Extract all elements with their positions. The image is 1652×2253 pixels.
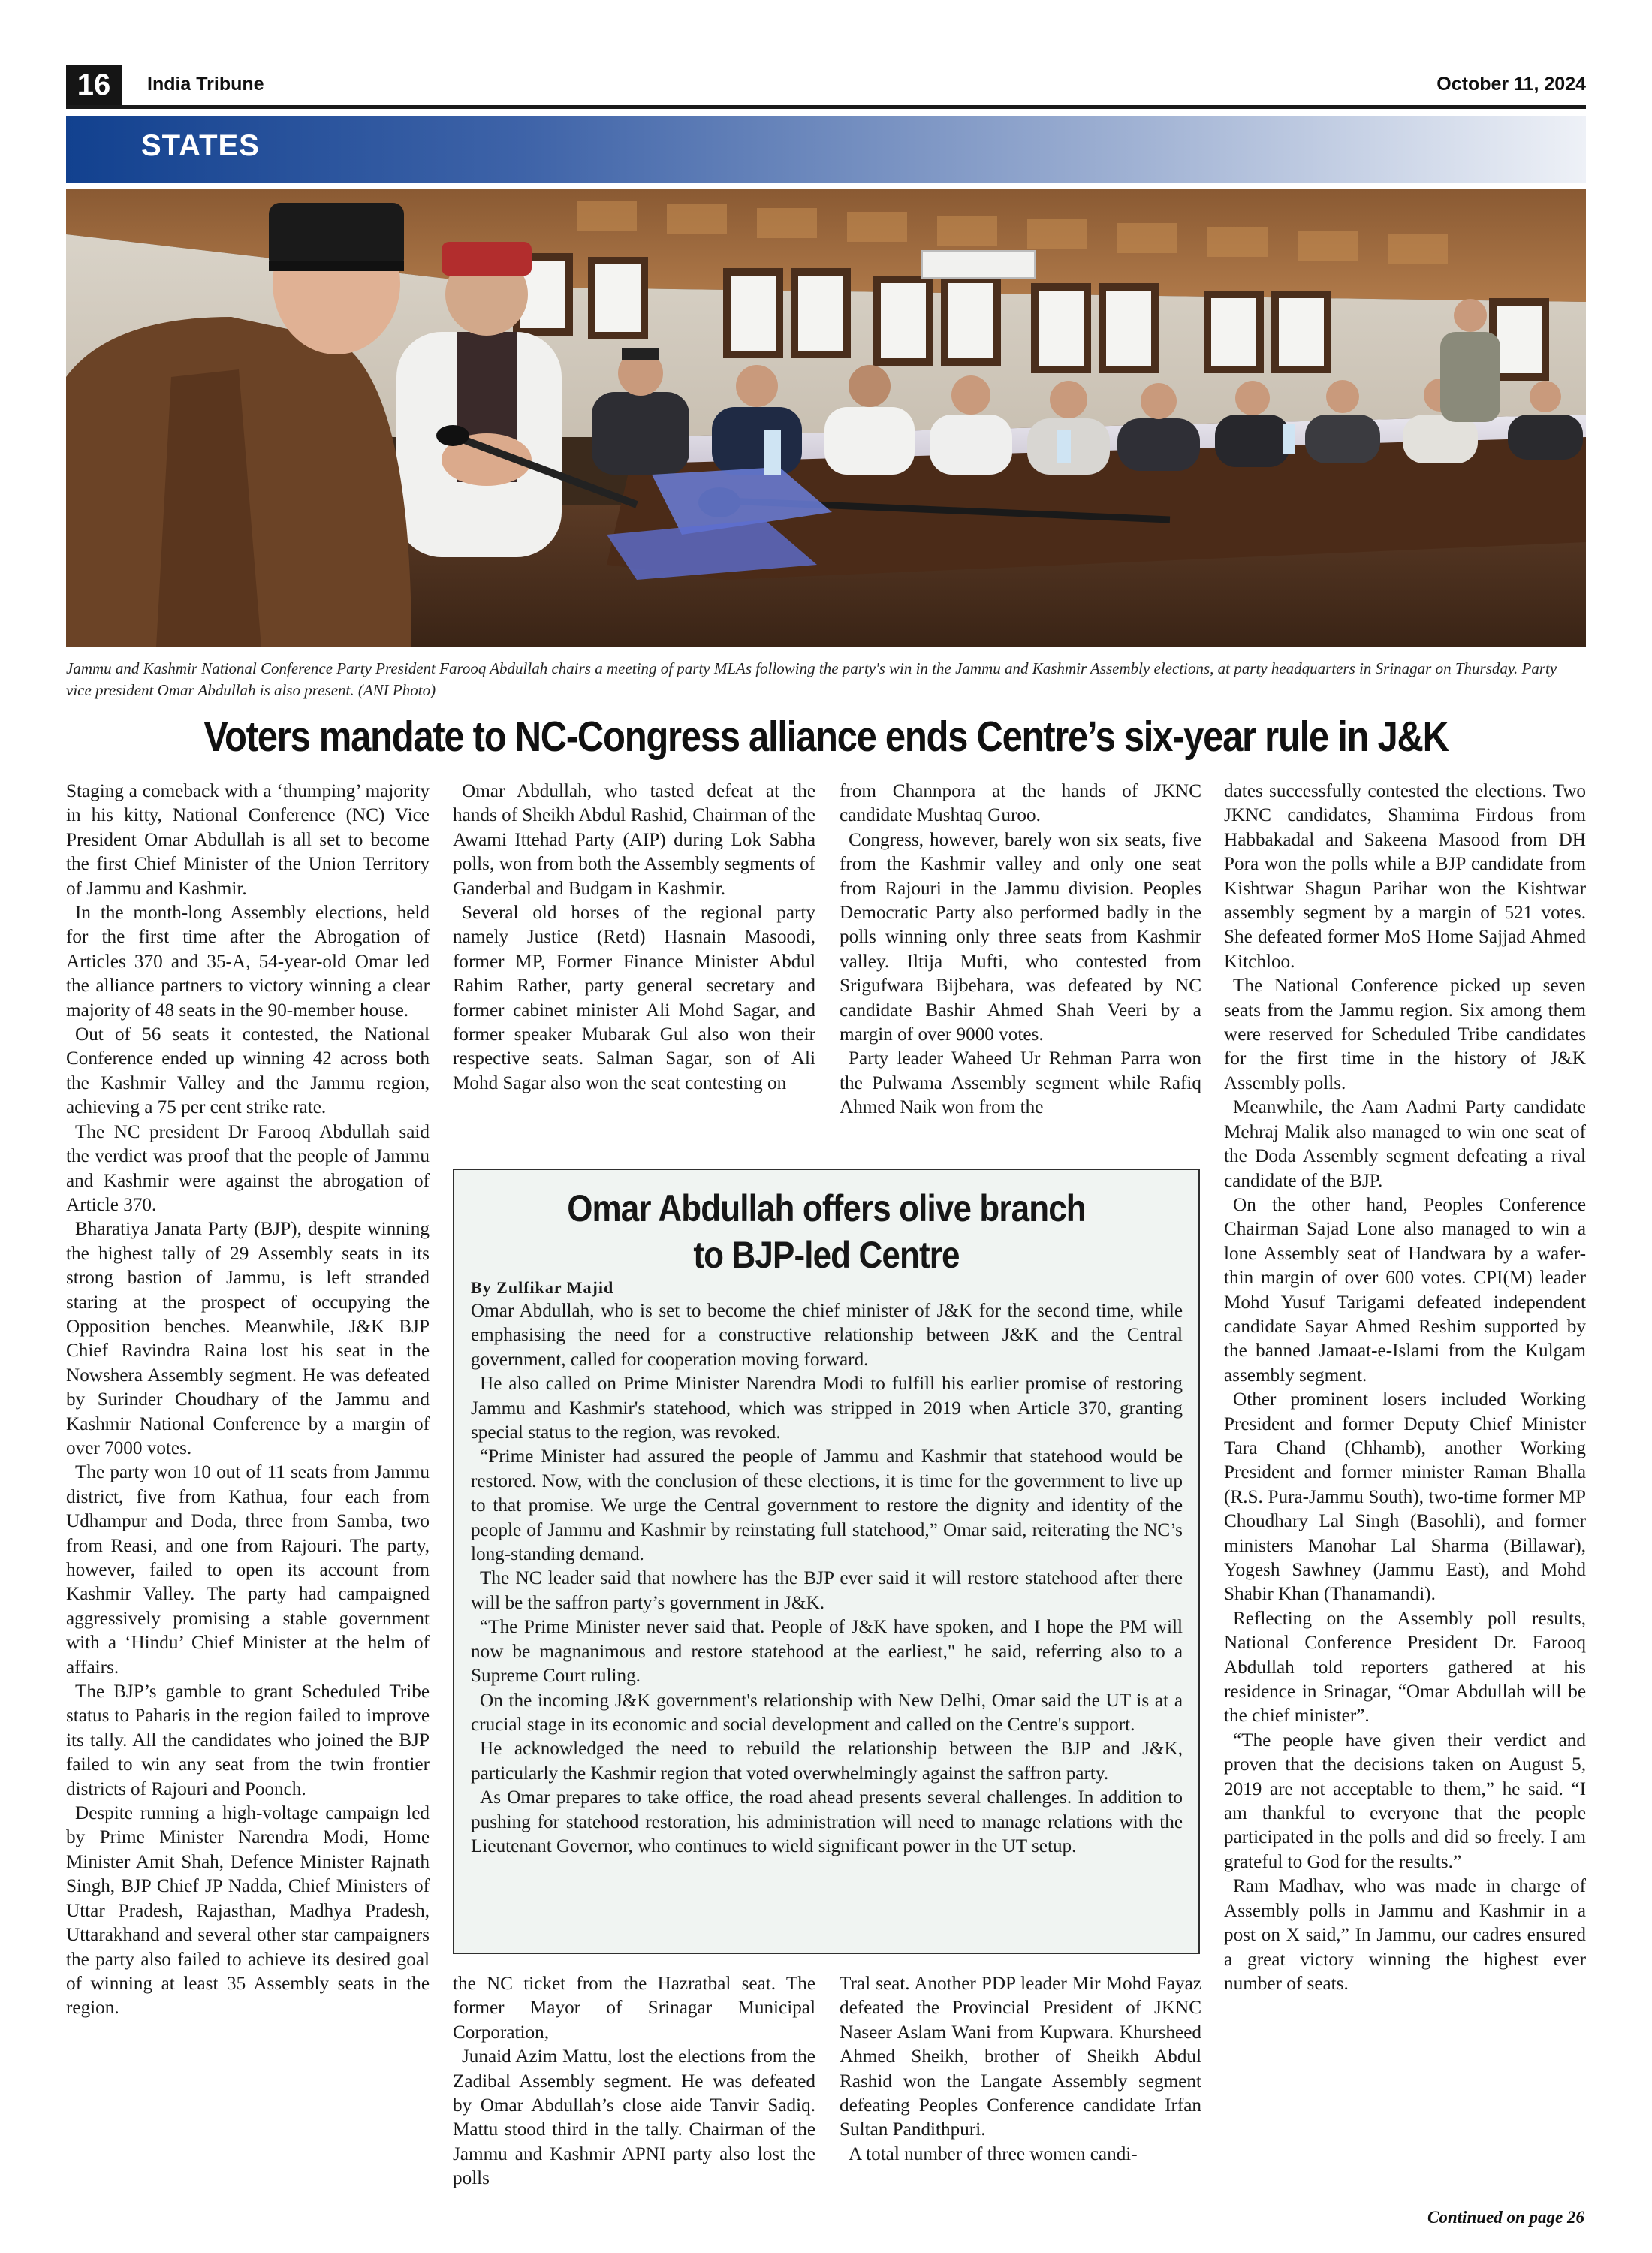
sidebar-byline: By Zulfikar Majid bbox=[471, 1278, 614, 1297]
publication-name: India Tribune bbox=[147, 74, 264, 95]
page-header bbox=[66, 63, 1586, 107]
article-column-3 bbox=[840, 780, 1201, 1120]
paragraph: Meanwhile, the Aam Aadmi Party candidate Mehraj Malik also managed to win one seat of the Doda Assembly segment defeating a rival candidate of the BJP. bbox=[1224, 1097, 1586, 1191]
header-rule bbox=[66, 105, 1586, 109]
article-column-4 bbox=[1224, 780, 1586, 1996]
news-photo bbox=[66, 189, 1586, 647]
paragraph: On the incoming J&K government's relationship with New Delhi, Omar said the UT is at a crucial stage in its economic and social development and called on the Centre's support. bbox=[471, 1690, 1183, 1735]
sidebar-headline-line2: to BJP-led Centre bbox=[693, 1234, 960, 1276]
paragraph: the NC ticket from the Hazratbal seat. The former Mayor of Srinagar Municipal Corporation, bbox=[453, 1974, 815, 2043]
paragraph: The National Conference picked up seven seats from the Jammu region. Six among them were reserved for Scheduled Tribe candidates for the first time in the history of J&K Assembly polls. bbox=[1224, 976, 1586, 1093]
page-number: 16 bbox=[66, 65, 122, 105]
section-band bbox=[66, 116, 1586, 183]
continued-notice: Continued on page 26 bbox=[1427, 2208, 1584, 2227]
paragraph: Reflecting on the Assembly poll results, National Conference President Dr. Farooq Abdullah told reporters gathered at his residence in Srinagar, “Omar Abdullah will be the chief minister”. bbox=[1224, 1608, 1586, 1727]
paragraph: Other prominent losers included Working President and former Deputy Chief Minister Tara Chand (Chhamb), another Working President and former minister Raman Bhalla (R.S. Pura-Jammu South), two-time former MP Choudhary Lal Singh (Basohli), and former ministers Manohar Lal Sharma (Billawar), Yogesh Sawhney (Jammu East), and Mohd Shabir Khan (Thanamandi). bbox=[1224, 1389, 1586, 1605]
paragraph: The NC leader said that nowhere has the BJP ever said it will restore statehood after there will be the saffron party’s government in J&K. bbox=[471, 1568, 1183, 1613]
article-column-2-continued bbox=[453, 1972, 815, 2191]
paragraph: Ram Madhav, who was made in charge of Assembly polls in Jammu and Kashmir in a post on X said,” In Jammu, our cadres ensured a great victory winning the highest ever number of seats. bbox=[1224, 1876, 1586, 1994]
paragraph: Despite running a high-voltage campaign led by Prime Minister Narendra Modi, Home Minister Amit Shah, Defence Minister Rajnath Singh, BJP Chief JP Nadda, Chief Ministers of Uttar Pradesh, Rajasthan, Madhya Pradesh, Uttarakhand and several other star campaigners the party also failed to achieve its desired goal of winning at least 35 Assembly seats in the region. bbox=[66, 1803, 430, 2019]
paragraph: Out of 56 seats it contested, the National Conference ended up winning 42 across both the Kashmir Valley and the Jammu region, achieving a 75 per cent strike rate. bbox=[66, 1024, 430, 1118]
paragraph: Omar Abdullah, who is set to become the chief minister of J&K for the second time, while emphasising the need for a constructive relationship between J&K and the Central government, called for cooperation moving forward. bbox=[471, 1301, 1183, 1370]
paragraph: Several old horses of the regional party namely Justice (Retd) Hasnain Masoodi, former MP, Former Finance Minister Abdul Rahim Rather, party general secretary and former cabinet minister Ali Mohd Sagar, and former speaker Mubarak Gul also won their respective seats. Salman Sagar, son of Ali Mohd Sagar also won the seat contesting on bbox=[453, 903, 815, 1093]
paragraph: Staging a comeback with a ‘thumping’ majority in his kitty, National Conference (NC) Vice President Omar Abdullah is all set to become the first Chief Minister of the Union Territory of Jammu and Kashmir. bbox=[66, 781, 430, 899]
paragraph: “The Prime Minister never said that. People of J&K have spoken, and I hope the PM will now be magnanimous and restore statehood at the earliest," he said, referring also to a Supreme Court ruling. bbox=[471, 1617, 1183, 1687]
main-headline: Voters mandate to NC-Congress alliance ends Centre’s six-year rule in J&K bbox=[203, 713, 1449, 761]
paragraph: On the other hand, Peoples Conference Chairman Sajad Lone also managed to win a lone Assembly seat of Handwara by a wafer-thin margin of over 600 votes. CPI(M) leader Mohd Yusuf Tarigami defeated independent candidate Sayar Ahmed Reshim supported by the banned Jamaat-e-Islami from the Kulgam assembly segment. bbox=[1224, 1194, 1586, 1386]
paragraph: dates successfully contested the elections. Two JKNC candidates, Shamima Firdous from Habbakadal and Sakeena Masood from DH Pora won the polls while a BJP candidate from Kishtwar Shagun Parihar won the Kishtwar assembly segment by a margin of 521 votes. She defeated former MoS Home Sajjad Ahmed Kitchloo. bbox=[1224, 781, 1586, 972]
paragraph: Tral seat. Another PDP leader Mir Mohd Fayaz defeated the Provincial President of JKNC Naseer Aslam Wani from Kupwara. Khursheed Ahmed Sheikh, brother of Sheikh Abdul Rashid won the Langate Assembly segment defeating Peoples Conference candidate Irfan Sultan Pandithpuri. bbox=[840, 1974, 1201, 2140]
issue-date: October 11, 2024 bbox=[1436, 74, 1586, 95]
meeting-photo-illustration bbox=[66, 189, 1586, 647]
paragraph: The BJP’s gamble to grant Scheduled Tribe status to Paharis in the region failed to improve its tally. All the candidates who joined the BJP failed to win any seat from the twin frontier districts of Rajouri and Poonch. bbox=[66, 1681, 430, 1799]
paragraph: from Channpora at the hands of JKNC candidate Mushtaq Guroo. bbox=[840, 781, 1201, 826]
paragraph: “The people have given their verdict and proven that the decisions taken on August 5, 2019 are not acceptable to them,” he said. “I am thankful to everyone that the people participated in the polls and did so freely. I am grateful to God for the results.” bbox=[1224, 1730, 1586, 1872]
sidebar-body bbox=[471, 1299, 1183, 1859]
section-title: STATES bbox=[141, 129, 260, 162]
sidebar-story-box bbox=[453, 1169, 1200, 1954]
article-column-2 bbox=[453, 780, 815, 1096]
paragraph: Congress, however, barely won six seats, five from the Kashmir valley and only one seat from Rajouri in the Jammu division. Peoples Democratic Party also performed badly in the polls winning only three seats from Kashmir valley. Iltija Mufti, who contested from Srigufwara Bijbehara, was defeated by NC candidate Bashir Ahmed Shah Veeri by a margin of over 9000 votes. bbox=[840, 829, 1201, 1045]
paragraph: “Prime Minister had assured the people of Jammu and Kashmir that statehood would be restored. Now, with the conclusion of these elections, it is time for the government to live up to that promise. We urge the Central government to restore the dignity and identity of the people of Jammu and Kashmir by reinstating full statehood,” Omar said, reiterating the NC’s long-standing demand. bbox=[471, 1446, 1183, 1565]
sidebar-headline-line1: Omar Abdullah offers olive branch bbox=[567, 1187, 1086, 1229]
sidebar-headline bbox=[499, 1185, 1153, 1278]
paragraph: As Omar prepares to take office, the road ahead presents several challenges. In addition to pushing for statehood restoration, his administration will need to manage relations with the Lieutenant Governor, who continues to wield significant power in the UT setup. bbox=[471, 1787, 1183, 1856]
photo-caption: Jammu and Kashmir National Conference Party President Farooq Abdullah chairs a meeting of party MLAs following the party's win in the Jammu and Kashmir Assembly elections, at party headquarters in Srinagar on Thursday. Party vice president Omar Abdullah is also present. (ANI Photo) bbox=[66, 659, 1557, 699]
paragraph: The party won 10 out of 11 seats from Jammu district, five from Kathua, four each from Udhampur and Doda, three from Samba, two from Reasi, and one from Rajouri. The party, however, failed to open its account from Kashmir Valley. The party had campaigned aggressively promising a stable government with a ‘Hindu’ Chief Minister at the helm of affairs. bbox=[66, 1462, 430, 1678]
paragraph: He also called on Prime Minister Narendra Modi to fulfill his earlier promise of restoring Jammu and Kashmir's statehood, which was stripped in 2019 when Article 370, granting special status to the region, was revoked. bbox=[471, 1374, 1183, 1443]
article-column-1 bbox=[66, 780, 430, 2021]
paragraph: Party leader Waheed Ur Rehman Parra won the Pulwama Assembly segment while Rafiq Ahmed Naik won from the bbox=[840, 1048, 1201, 1118]
article-column-3-continued bbox=[840, 1972, 1201, 2167]
paragraph: In the month-long Assembly elections, held for the first time after the Abrogation of Articles 370 and 35-A, 54-year-old Omar led the alliance partners to victory winning a clear majority of 48 seats in the 90-member house. bbox=[66, 903, 430, 1021]
paragraph: Bharatiya Janata Party (BJP), despite winning the highest tally of 29 Assembly seats in its strong bastion of Jammu, is left stranded staring at the prospect of occupying the Opposition benches. Meanwhile, J&K BJP Chief Ravindra Raina lost his seat in the Nowshera Assembly segment. He was defeated by Surinder Choudhary of the Jammu and Kashmir National Conference by a margin of over 7000 votes. bbox=[66, 1219, 430, 1458]
paragraph: The NC president Dr Farooq Abdullah said the verdict was proof that the people of Jammu and Kashmir were against the abrogation of Article 370. bbox=[66, 1121, 430, 1215]
paragraph: Omar Abdullah, who tasted defeat at the hands of Sheikh Abdul Rashid, Chairman of the Awami Ittehad Party (AIP) during Lok Sabha polls, won from both the Assembly segments of Ganderbal and Budgam in Kashmir. bbox=[453, 781, 815, 899]
paragraph: A total number of three women candi- bbox=[849, 2143, 1138, 2164]
paragraph: Junaid Azim Mattu, lost the elections from the Zadibal Assembly segment. He was defeated by Omar Abdullah’s close aide Tanvir Sadiq. Mattu stood third in the tally. Chairman of the Jammu and Kashmir APNI party also lost the polls bbox=[453, 2046, 815, 2189]
paragraph: He acknowledged the need to rebuild the relationship between the BJP and J&K, particularly the Kashmir region that voted overwhelmingly against the saffron party. bbox=[471, 1739, 1183, 1784]
